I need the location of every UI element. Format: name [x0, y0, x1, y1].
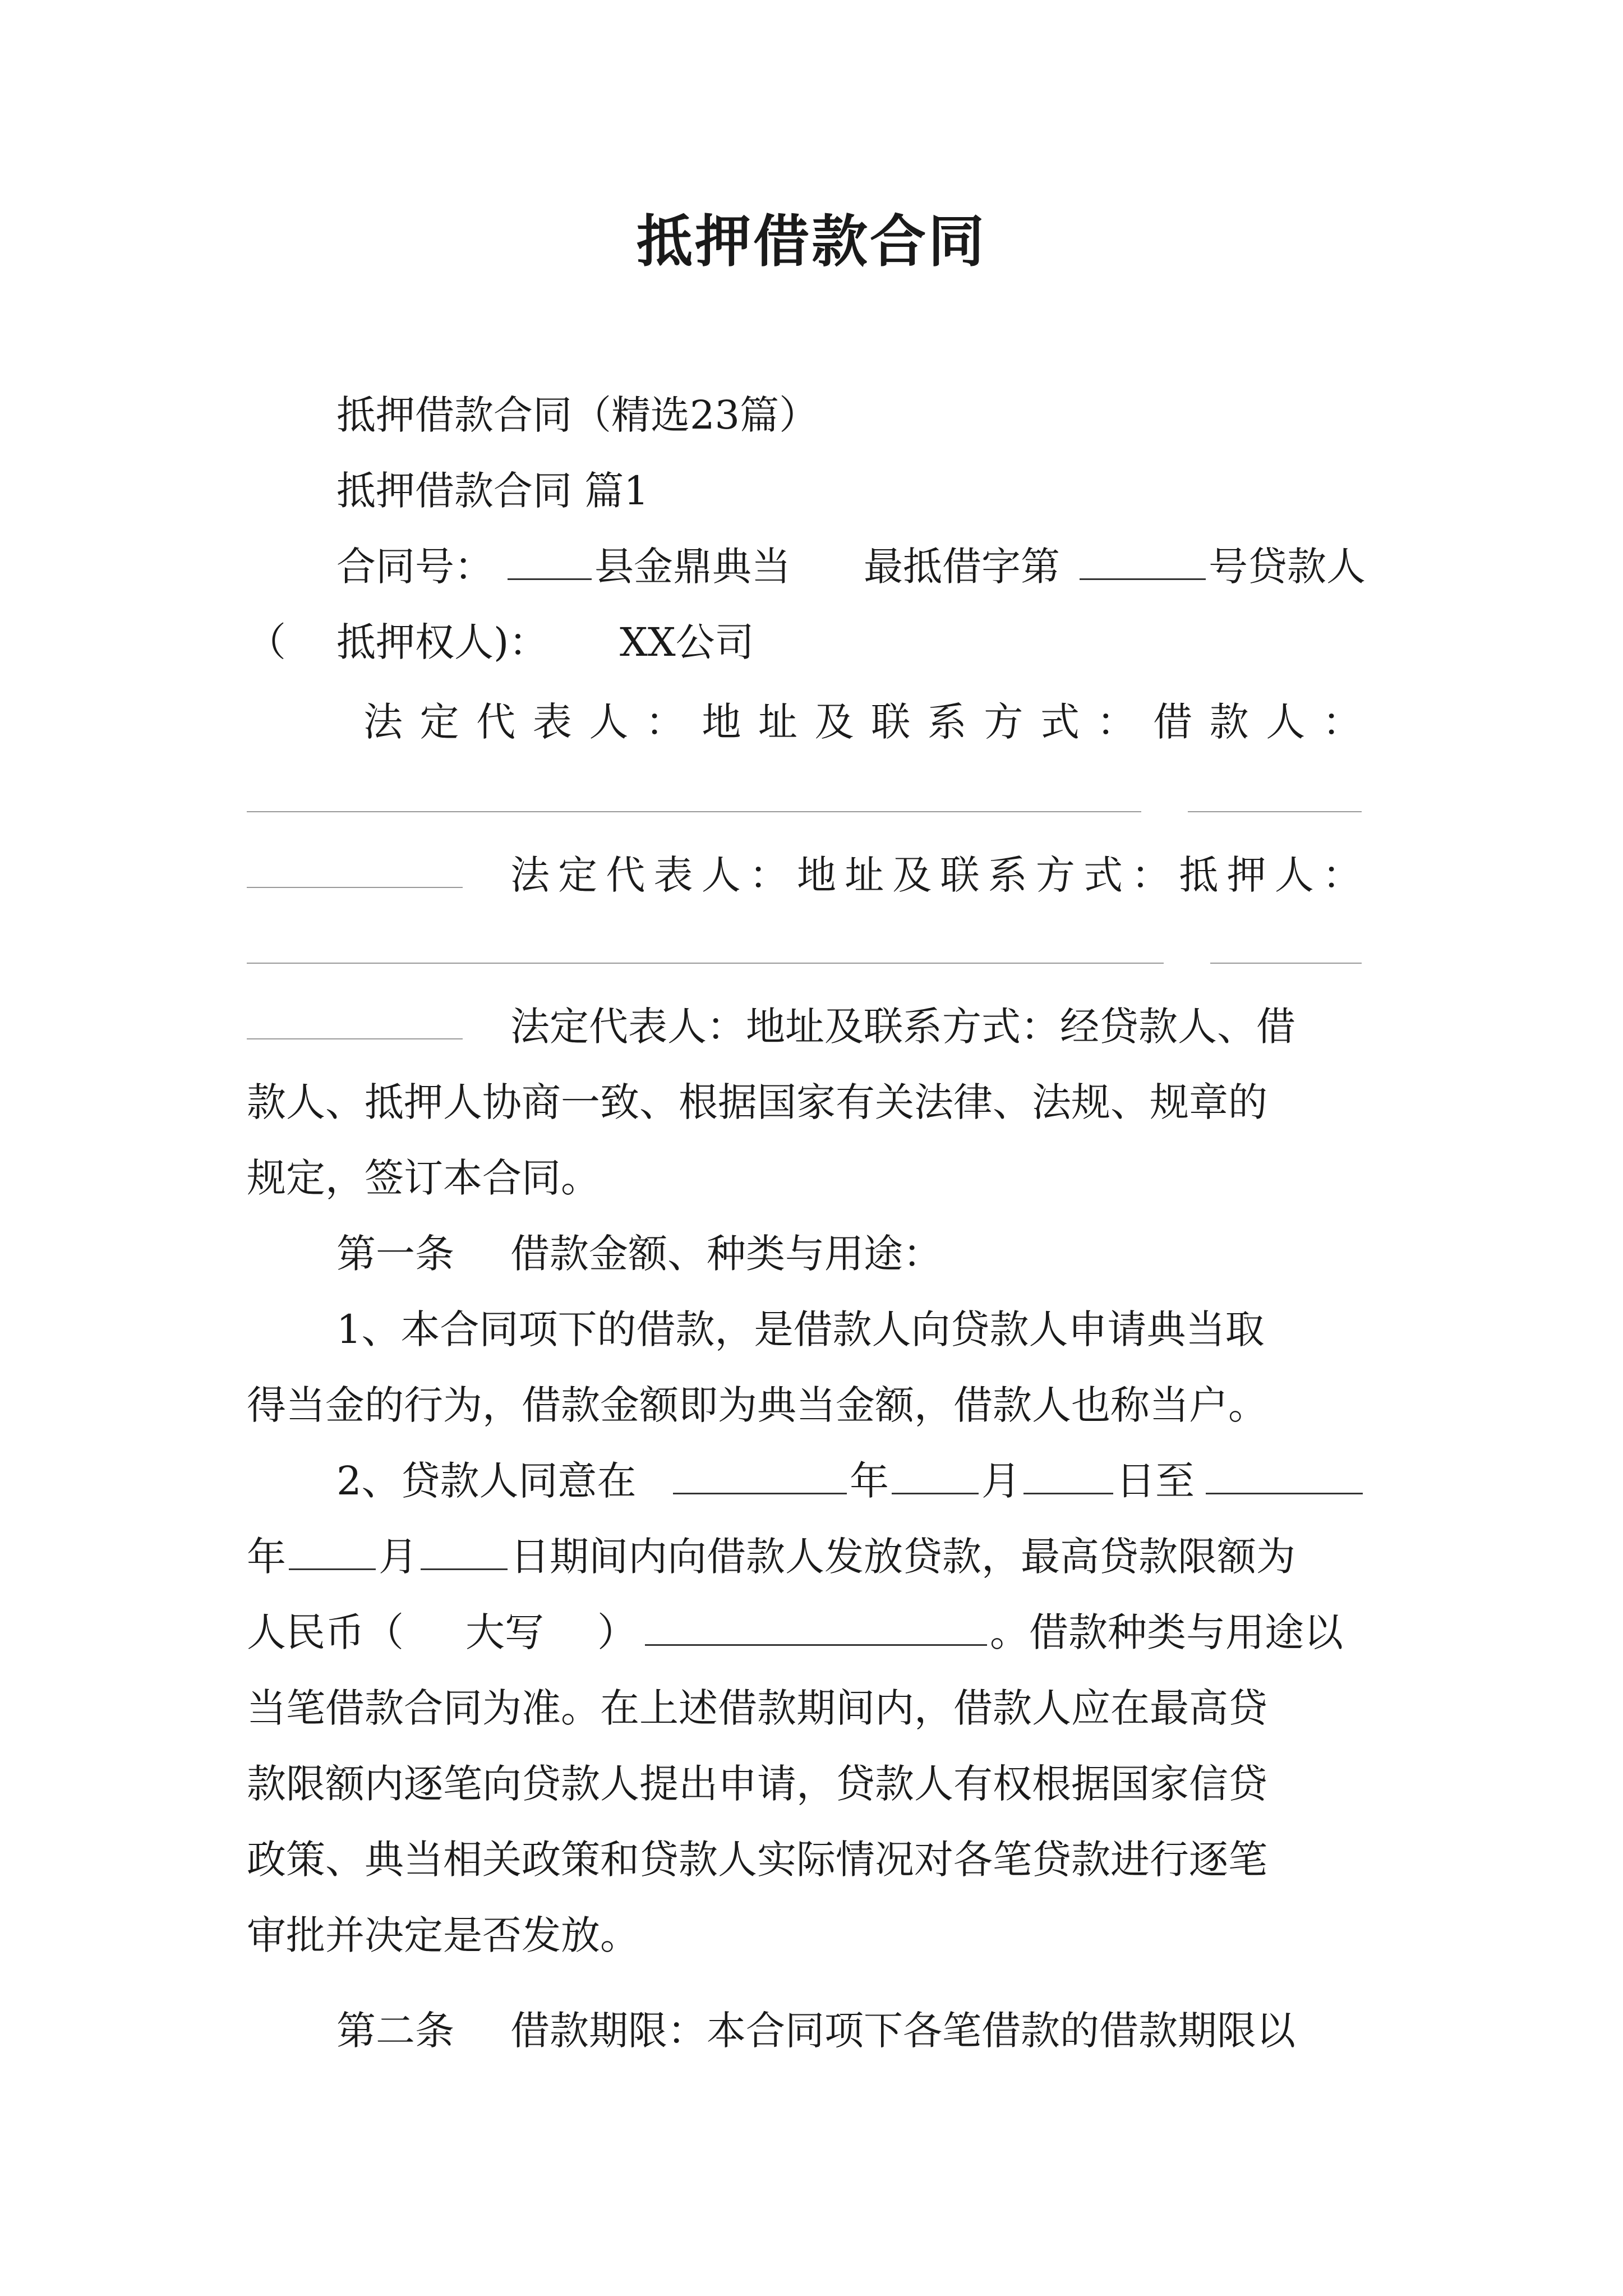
spread-char: 法: [510, 852, 550, 898]
spread-char: 抵: [1179, 852, 1219, 898]
mortgagor-info-line: [0, 990, 1623, 1063]
article2-line: [0, 1994, 1623, 2067]
pawnshop-name: 县金鼎典当: [594, 544, 791, 590]
spread-char: 地: [797, 852, 837, 898]
document-title: 抵押借款合同: [637, 208, 986, 274]
contract-no-label: 合同号：: [336, 544, 494, 590]
borrower-blank-lead: [247, 839, 463, 888]
spread-char: 人: [1266, 699, 1306, 745]
clause2-rest-2: 款限额内逐笔向贷款人提出申请，贷款人有权根据国家信贷: [247, 1761, 1267, 1807]
mortgagee-line: [0, 606, 1623, 679]
spread-char: 系: [927, 699, 967, 745]
clause1-line-1: [0, 1293, 1623, 1366]
spread-char: ：: [1096, 699, 1136, 745]
subtitle: 抵押借款合同（精选23篇）: [336, 392, 819, 438]
spread-char: 地: [702, 699, 741, 745]
spread-char: 表: [653, 852, 693, 898]
clause2-line-6: [0, 1823, 1623, 1896]
start-year-label: 年: [850, 1458, 889, 1504]
lender-blank-1: [247, 763, 1141, 812]
clause2-line-3: [0, 1596, 1623, 1669]
clause2-lead: 2、贷款人同意在: [336, 1458, 637, 1504]
mortgagor-blank-lead: [247, 990, 463, 1039]
spread-char: 式: [1083, 852, 1123, 898]
amount-blank: [645, 1596, 987, 1646]
clause2-rest-1: 当笔借款合同为准。在上述借款期间内，借款人应在最高贷: [247, 1685, 1267, 1731]
spread-char: 及: [814, 699, 854, 745]
end-day-blank: [421, 1520, 508, 1570]
spread-char: 联: [871, 699, 911, 745]
end-month-blank: [289, 1520, 376, 1570]
contract-number-line: [0, 530, 1623, 603]
spread-char: ：: [749, 852, 789, 898]
spread-char: ：: [1322, 699, 1362, 745]
agreement-line-2: [0, 1142, 1623, 1214]
paren-close: ）: [597, 1609, 637, 1655]
section-line: [0, 454, 1623, 527]
article1-heading-line: [0, 1217, 1623, 1290]
clause2-rest-4: 审批并决定是否发放。: [247, 1912, 639, 1958]
clause1-text-1: 1、本合同项下的借款，是借款人向贷款人申请典当取: [336, 1306, 1265, 1352]
spread-char: 址: [758, 699, 798, 745]
article2-text: 借款期限：本合同项下各笔借款的借款期限以: [510, 2008, 1295, 2054]
borrower-info-line: [0, 839, 1623, 912]
borrower-blank-line: [0, 914, 1623, 987]
contract-no-blank: [508, 530, 592, 580]
agreement-text-1: 款人、抵押人协商一致、根据国家有关法律、法规、规章的: [247, 1079, 1267, 1125]
spread-char: 址: [845, 852, 884, 898]
article2-heading: 第二条: [336, 2008, 454, 2054]
lender-info-text: [363, 685, 1362, 758]
start-day-to-label: 日至: [1116, 1458, 1195, 1504]
clause2-period-text: 日期间内向借款人发放贷款，最高贷款限额为: [510, 1534, 1295, 1580]
start-month-label: 月: [981, 1458, 1021, 1504]
end-month-label: 月: [379, 1534, 418, 1580]
spread-char: 表: [532, 699, 572, 745]
spread-char: ：: [1131, 852, 1171, 898]
clause2-rest-3: 政策、典当相关政策和贷款人实际情况对各笔贷款进行逐笔: [247, 1837, 1267, 1883]
spread-char: 系: [988, 852, 1027, 898]
mortgagor-info-text: 法定代表人：地址及联系方式：经贷款人、借: [510, 1004, 1295, 1050]
spread-char: 代: [476, 699, 516, 745]
clause2-line-2: [0, 1520, 1623, 1593]
clause2-line-4: [0, 1672, 1623, 1745]
spread-char: 法: [363, 699, 403, 745]
clause1-line-2: [0, 1369, 1623, 1442]
start-month-blank: [892, 1444, 979, 1494]
daxie-label: 大写: [465, 1609, 544, 1655]
spread-char: 人: [701, 852, 741, 898]
spread-char: 定: [558, 852, 598, 898]
spread-char: 人: [1274, 852, 1314, 898]
spread-char: 押: [1227, 852, 1266, 898]
clause2-line-5: [0, 1747, 1623, 1820]
section-heading: 抵押借款合同 篇1: [336, 468, 649, 514]
clause1-text-2: 得当金的行为，借款金额即为典当金额，借款人也称当户。: [247, 1382, 1267, 1428]
spread-char: 方: [984, 699, 1023, 745]
spread-char: 借: [1153, 699, 1193, 745]
reference-blank: [1080, 530, 1206, 580]
agreement-line-1: [0, 1066, 1623, 1139]
spread-char: ：: [645, 699, 685, 745]
borrower-info-text: [510, 839, 1362, 912]
end-year-label: 年: [247, 1534, 286, 1580]
spread-char: 人: [589, 699, 629, 745]
loan-type-text: 。借款种类与用途以: [990, 1609, 1343, 1655]
article1-heading: 第一条: [336, 1231, 454, 1277]
spread-char: 定: [419, 699, 459, 745]
spread-char: 及: [892, 852, 932, 898]
reference-prefix: 最抵借字第: [864, 544, 1060, 590]
borrower-blank-2: [1210, 914, 1362, 964]
clause2-line-1: [0, 1444, 1623, 1517]
lender-blank-line: [0, 763, 1623, 836]
agreement-text-2: 规定，签订本合同。: [247, 1155, 600, 1201]
spread-char: ：: [1322, 852, 1362, 898]
lender-info-line: [0, 685, 1623, 758]
spread-char: 代: [606, 852, 645, 898]
spread-char: 款: [1209, 699, 1249, 745]
rmb-label: 人民币（: [247, 1609, 404, 1655]
reference-suffix: 号贷款人: [1209, 544, 1366, 590]
mortgagee-label: 抵押权人)：: [336, 619, 548, 665]
clause2-line-7: [0, 1899, 1623, 1972]
company-name: XX公司: [620, 619, 754, 665]
start-year-blank: [673, 1444, 847, 1494]
spread-char: 式: [1040, 699, 1080, 745]
start-day-blank: [1023, 1444, 1113, 1494]
borrower-blank-1: [247, 914, 1164, 964]
spread-char: 联: [940, 852, 980, 898]
article1-title: 借款金额、种类与用途：: [510, 1231, 942, 1277]
end-year-blank: [1206, 1444, 1363, 1494]
paren-open: （: [247, 619, 286, 665]
spread-char: 方: [1035, 852, 1075, 898]
lender-blank-2: [1188, 763, 1362, 812]
subtitle-line: [0, 379, 1623, 452]
